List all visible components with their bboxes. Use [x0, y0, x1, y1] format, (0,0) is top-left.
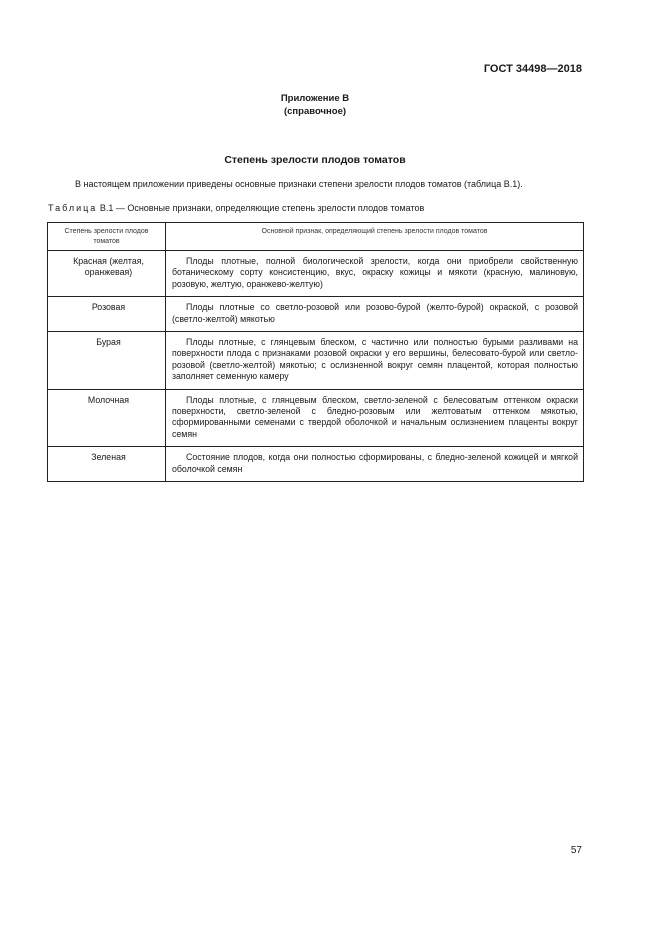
table-row	[48, 297, 584, 332]
appendix-heading	[0, 92, 630, 118]
document-code: ГОСТ 34498—2018	[483, 63, 582, 75]
description-cell: Плоды плотные, с глянцевым блеском, светло-зеленой с белесоватым оттенком окраски поверхности, светло-зеленой с бледно-розовым или желтоватым оттенком мякотью, сформированными семенами с твердой оболочкой и начальным ослизнением плаценты вокруг семян	[166, 389, 584, 447]
description-cell: Плоды плотные, полной биологической зрелости, когда они приобрели свойственную ботаническому сорту консистенцию, вкус, окраску кожицы и мякоти (красную, малиновую, розовую, желтую, оранжево-желтую)	[166, 251, 584, 297]
column-header-stage: Степень зрелости плодов томатов	[48, 223, 166, 251]
description-cell: Состояние плодов, когда они полностью сформированы, с бледно-зеленой кожицей и мягкой оболочкой семян	[166, 447, 584, 482]
table-row	[48, 447, 584, 482]
column-header-feature: Основной признак, определяющий степень зрелости плодов томатов	[166, 223, 584, 251]
table-caption-label: Таблица	[48, 203, 98, 213]
stage-cell: Красная (желтая, оранжевая)	[48, 251, 166, 297]
description-cell: Плоды плотные, с глянцевым блеском, с частично или полностью бурыми разливами на поверхности плода с признаками розовой окраски у его вершины, белесовато-бурой или светло-розовой (светло-желтой) мякотью; с ослизненной вокруг семян плацентой, которая полностью заполняет семенную камеру	[166, 332, 584, 390]
table-row	[48, 389, 584, 447]
appendix-subtitle: (справочное)	[283, 106, 347, 117]
table-header-row	[48, 223, 584, 251]
description-cell: Плоды плотные со светло-розовой или розово-бурой (желто-бурой) окраской, с розовой (светло-желтой) мякотью	[166, 297, 584, 332]
page-number: 57	[570, 845, 582, 856]
stage-cell: Бурая	[48, 332, 166, 390]
table-caption	[48, 203, 588, 213]
stage-cell: Розовая	[48, 297, 166, 332]
appendix-title: Приложение В	[280, 93, 350, 104]
intro-paragraph: В настоящем приложении приведены основные признаки степени зрелости плодов томатов (таблица В.1).	[75, 179, 523, 189]
stage-cell: Молочная	[48, 389, 166, 447]
table-caption-text: — Основные признаки, определяющие степень зрелости плодов томатов	[113, 203, 425, 213]
table-row	[48, 332, 584, 390]
table-caption-number: В.1	[99, 203, 114, 213]
section-title: Степень зрелости плодов томатов	[224, 154, 406, 166]
stage-cell: Зеленая	[48, 447, 166, 482]
table-row	[48, 251, 584, 297]
maturity-table	[47, 222, 584, 482]
